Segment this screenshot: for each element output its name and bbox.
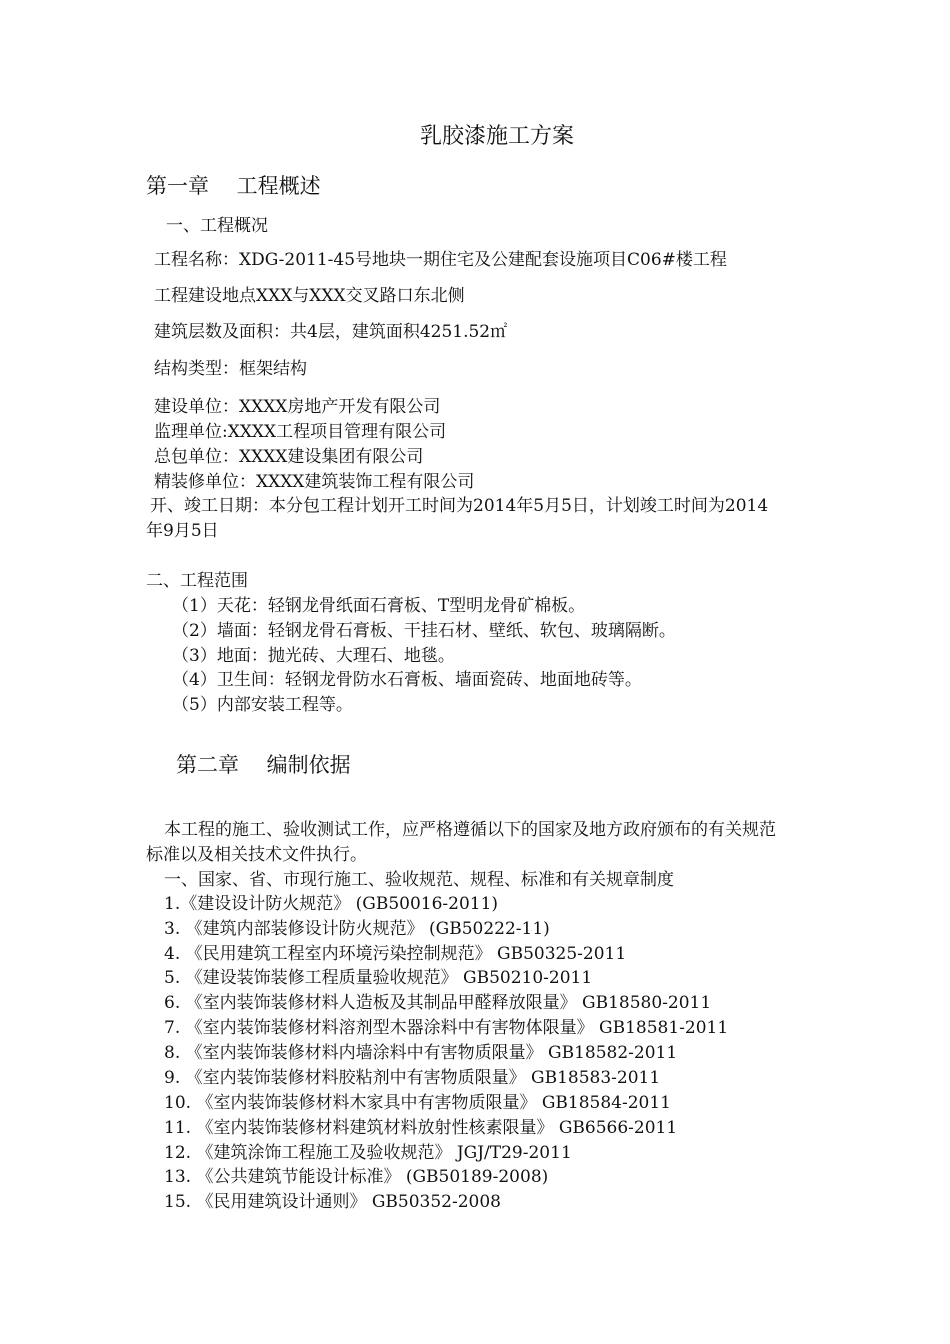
scope-item: （5）内部安装工程等。 xyxy=(172,695,353,715)
scope-item: （1）天花：轻钢龙骨纸面石膏板、T型明龙骨矿棉板。 xyxy=(172,596,586,616)
project-structure: 结构类型：框架结构 xyxy=(154,359,307,379)
project-name: 工程名称：XDG-2011-45号地块一期住宅及公建配套设施项目C06#楼工程 xyxy=(154,250,727,270)
standard-ref-item: 7. 《室内装饰装修材料溶剂型木器涂料中有害物体限量》 GB18581-2011 xyxy=(164,1018,729,1038)
scope-item: （3）地面：抛光砖、大理石、地毯。 xyxy=(172,646,455,666)
project-location: 工程建设地点XXX与XXX交叉路口东北侧 xyxy=(154,286,465,306)
standard-ref-item: 5. 《建设装饰装修工程质量验收规范》 GB50210-2011 xyxy=(164,968,593,988)
standard-ref-item: 8. 《室内装饰装修材料内墙涂料中有害物质限量》 GB18582-2011 xyxy=(164,1043,678,1063)
standard-ref-item: 6. 《室内装饰装修材料人造板及其制品甲醛释放限量》 GB18580-2011 xyxy=(164,993,712,1013)
scope-item: （4）卫生间：轻钢龙骨防水石膏板、墙面瓷砖、地面地砖等。 xyxy=(172,670,642,690)
section-scope-heading: 二、工程范围 xyxy=(146,571,248,591)
standard-ref-item: 13. 《公共建筑节能设计标准》 (GB50189-2008) xyxy=(164,1167,549,1187)
standard-ref-item: 1.《建设设计防火规范》 (GB50016-2011) xyxy=(164,894,499,914)
section-overview-heading: 一、工程概况 xyxy=(166,216,268,236)
basis-intro-line-1: 本工程的施工、验收测试工作，应严格遵循以下的国家及地方政府颁布的有关规范 xyxy=(164,820,776,840)
project-floors-area: 建筑层数及面积：共4层，建筑面积4251.52㎡ xyxy=(154,322,508,342)
standard-ref-item: 15. 《民用建筑设计通则》 GB50352-2008 xyxy=(164,1192,502,1212)
standard-ref-item: 10. 《室内装饰装修材料木家具中有害物质限量》 GB18584-2011 xyxy=(164,1093,672,1113)
project-dates-line-1: 开、竣工日期：本分包工程计划开工时间为2014年5月5日，计划竣工时间为2014 xyxy=(150,496,769,516)
document-title: 乳胶漆施工方案 xyxy=(420,124,575,149)
builder-unit: 建设单位：XXXX房地产开发有限公司 xyxy=(154,397,441,417)
standards-list-heading: 一、国家、省、市现行施工、验收规范、规程、标准和有关规章制度 xyxy=(164,870,674,890)
chapter-1-heading: 第一章 工程概述 xyxy=(146,174,321,198)
decorator-unit: 精装修单位：XXXX建筑装饰工程有限公司 xyxy=(154,472,475,492)
project-dates-line-2: 年9月5日 xyxy=(146,521,219,541)
supervisor-unit: 监理单位:XXXX工程项目管理有限公司 xyxy=(154,422,447,442)
chapter-2-heading: 第二章 编制依据 xyxy=(176,753,351,777)
standard-ref-item: 9. 《室内装饰装修材料胶粘剂中有害物质限量》 GB18583-2011 xyxy=(164,1068,661,1088)
standard-ref-item: 3. 《建筑内部装修设计防火规范》 (GB50222-11) xyxy=(164,919,550,939)
scope-item: （2）墙面：轻钢龙骨石膏板、干挂石材、壁纸、软包、玻璃隔断。 xyxy=(172,621,676,641)
standard-ref-item: 11. 《室内装饰装修材料建筑材料放射性核素限量》 GB6566-2011 xyxy=(164,1118,678,1138)
basis-intro-line-2: 标准以及相关技术文件执行。 xyxy=(146,845,367,865)
standard-ref-item: 4. 《民用建筑工程室内环境污染控制规范》 GB50325-2011 xyxy=(164,944,627,964)
standard-ref-item: 12. 《建筑涂饰工程施工及验收规范》 JGJ/T29-2011 xyxy=(164,1143,572,1163)
contractor-unit: 总包单位：XXXX建设集团有限公司 xyxy=(154,447,424,467)
